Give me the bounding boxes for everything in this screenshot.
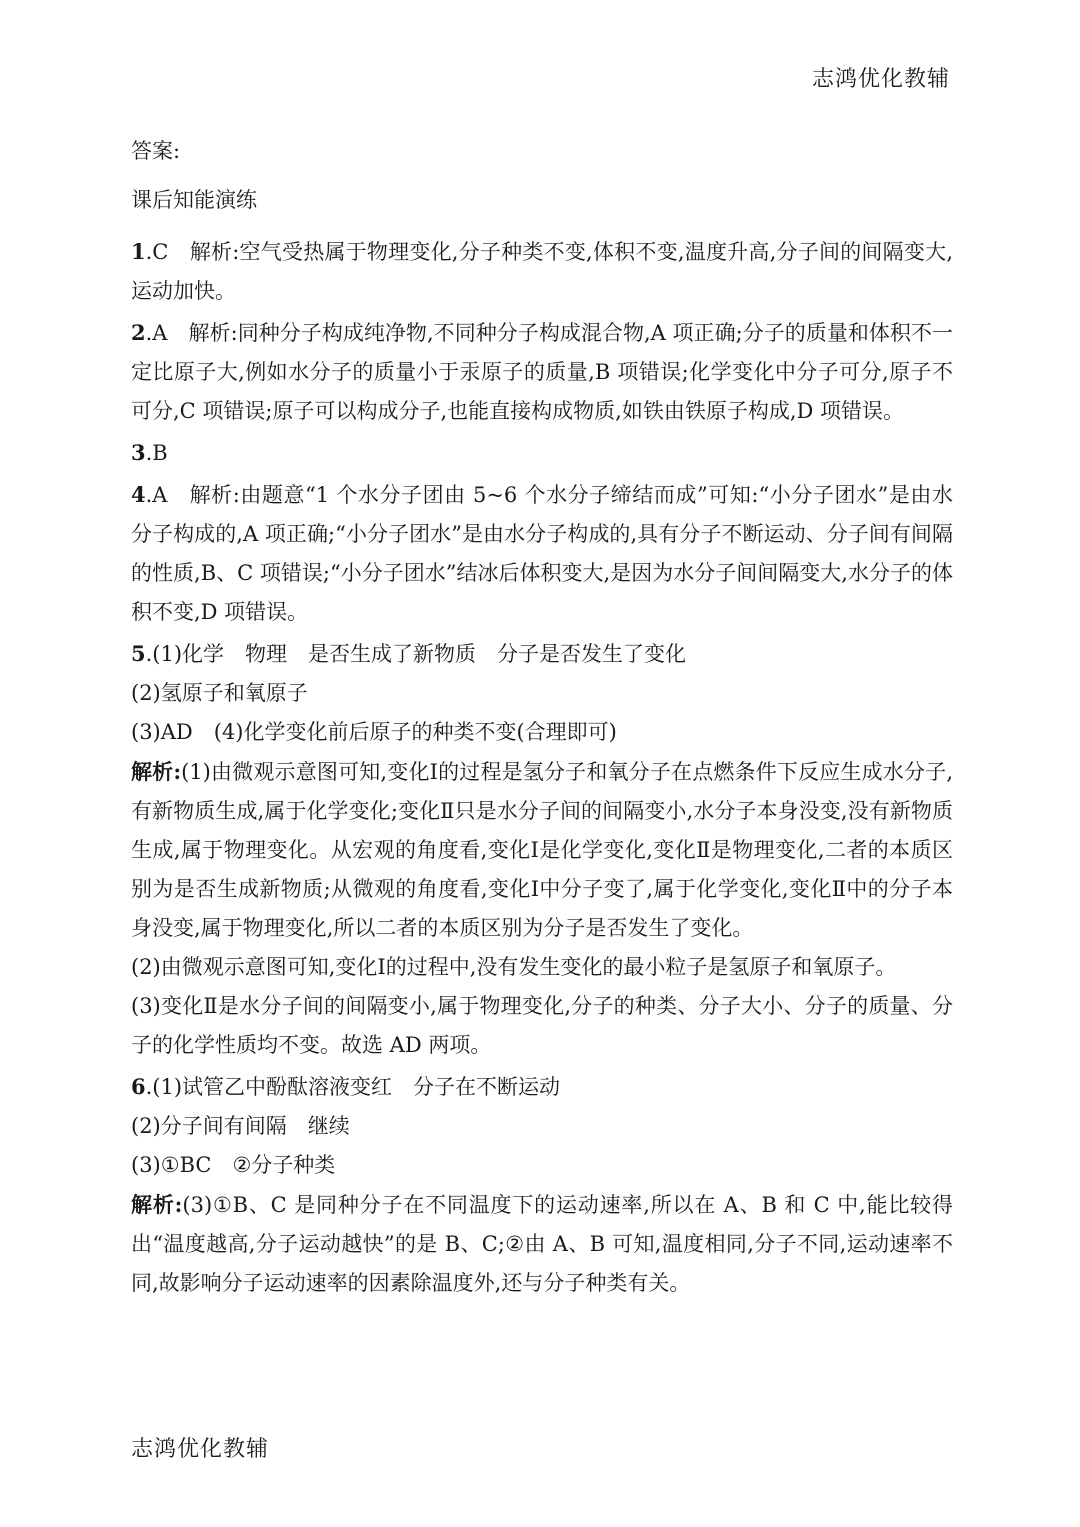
answer-item-4 [131,475,953,632]
answer-item-1 [131,232,953,311]
header-brand: 志鸿优化教辅 [811,67,950,92]
answer-item-5 [131,634,953,674]
item-text: .A 解析:同种分子构成纯净物,不同种分子构成混合物,A 项正确;分子的质量和体积不一定比原子大,例如水分子的质量小于汞原子的质量,B 项错误;化学变化中分子可分,原子不可分,C 项错误;原子可以构成分子,也能直接构成物质,如铁由铁原子构成,D 项错误。 [131,321,953,423]
q6-line-3: (3)①BC ②分子种类 [131,1153,336,1177]
answer-content [131,132,953,1303]
answer-item-3 [131,433,953,473]
footer-brand: 志鸿优化教辅 [131,1437,270,1462]
q6-line-2: (2)分子间有间隔 继续 [131,1114,350,1138]
answer-item-2 [131,313,953,431]
q5-line-2: (2)氢原子和氧原子 [131,681,308,705]
q5-analysis-1 [131,752,953,948]
q5-analysis-3: (3)变化Ⅱ是水分子间的间隔变小,属于物理变化,分子的种类、分子大小、分子的质量、分子的化学性质均不变。故选 AD 两项。 [131,994,953,1057]
item-number: 1 [131,239,146,264]
analysis-text: (3)①B、C 是同种分子在不同温度下的运动速率,所以在 A、B 和 C 中,能比较得出“温度越高,分子运动越快”的是 B、C;②由 A、B 可知,温度相同,分子不同,运动速率不同,故影响分子运动速率的因素除温度外,还与分子种类有关。 [131,1193,953,1295]
q6-analysis [131,1185,953,1303]
analysis-text: (1)由微观示意图可知,变化Ⅰ的过程是氢分子和氧分子在点燃条件下反应生成水分子,有新物质生成,属于化学变化;变化Ⅱ只是水分子间的间隔变小,水分子本身没变,没有新物质生成,属于物理变化。从宏观的角度看,变化Ⅰ是化学变化,变化Ⅱ是物理变化,二者的本质区别为是否生成新物质;从微观的角度看,变化Ⅰ中分子变了,属于化学变化,变化Ⅱ中的分子本身没变,属于物理变化,所以二者的本质区别为分子是否发生了变化。 [131,760,953,940]
item-number: 3 [131,440,146,465]
item-text: .B [145,441,168,465]
q5-line-3: (3)AD (4)化学变化前后原子的种类不变(合理即可) [131,720,617,744]
analysis-label: 解析: [131,759,182,784]
item-text: .A 解析:由题意“1 个水分子团由 5~6 个水分子缔结而成”可知:“小分子团水”是由水分子构成的,A 项正确;“小分子团水”是由水分子构成的,具有分子不断运动、分子间有间隔的性质,B、C 项错误;“小分子团水”结冰后体积变大,是因为水分子间间隔变大,水分子的体积不变,D 项错误。 [131,483,953,624]
q5-analysis-2: (2)由微观示意图可知,变化Ⅰ的过程中,没有发生变化的最小粒子是氢原子和氧原子。 [131,955,897,979]
item-number: 2 [131,320,146,345]
item-number: 6 [131,1074,146,1099]
item-number: 5 [131,641,146,666]
answer-label: 答案: [131,139,181,163]
section-title: 课后知能演练 [131,188,257,212]
item-text: .(1)试管乙中酚酞溶液变红 分子在不断运动 [145,1075,561,1099]
item-text: .(1)化学 物理 是否生成了新物质 分子是否发生了变化 [145,642,687,666]
item-number: 4 [131,482,146,507]
item-text: .C 解析:空气受热属于物理变化,分子种类不变,体积不变,温度升高,分子间的间隔变大,运动加快。 [131,240,953,303]
analysis-label: 解析: [131,1192,183,1217]
answer-item-6 [131,1067,953,1107]
